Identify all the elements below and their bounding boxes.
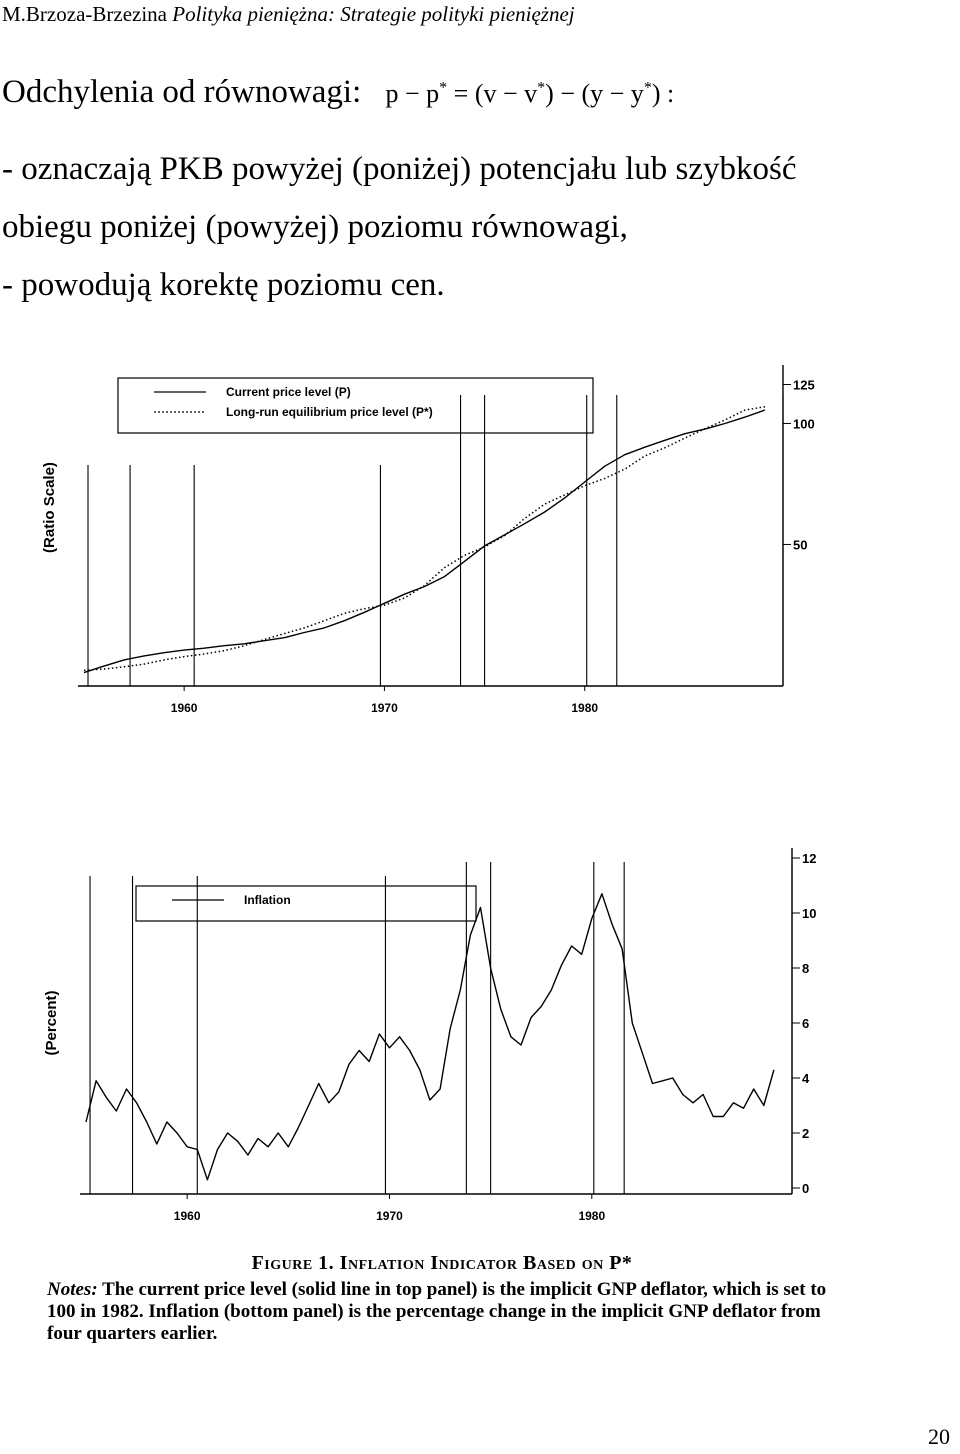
equation-formula [386, 79, 675, 108]
formula-star-2: * [537, 79, 546, 97]
y-axis-label: (Percent) [43, 990, 60, 1056]
equation-label: Odchylenia od równowagi: [2, 74, 362, 110]
y-tick-label: 8 [802, 961, 810, 976]
series-line-current [84, 410, 765, 673]
legend-label: Current price level (P) [226, 385, 351, 399]
page-header [2, 2, 575, 27]
x-tick-label: 1960 [173, 1209, 201, 1223]
notes-label: Notes: [47, 1279, 98, 1300]
body-text [2, 140, 796, 314]
legend-label: Long-run equilibrium price level (P*) [226, 405, 433, 419]
x-tick-label: 1980 [578, 1209, 606, 1223]
y-tick-label: 50 [793, 537, 808, 553]
figure-notes [47, 1279, 837, 1345]
y-tick-label: 12 [802, 851, 817, 866]
formula-part-4: ) : [651, 79, 675, 108]
inflation-chart [0, 840, 960, 1240]
y-tick-label: 6 [802, 1016, 810, 1031]
price-level-chart [0, 340, 960, 730]
y-axis-label: (Ratio Scale) [41, 462, 58, 553]
y-tick-label: 125 [793, 377, 815, 393]
formula-star-3: * [643, 79, 652, 97]
y-tick-label: 100 [793, 416, 815, 432]
body-line: - powodują korektę poziomu cen. [2, 267, 445, 303]
series-line-current [86, 894, 774, 1180]
formula-part-1: p − p [385, 79, 440, 108]
header-authors: M.Brzoza-Brzezina [2, 2, 173, 26]
legend-label: Inflation [244, 893, 291, 907]
series-line-equilibrium [84, 407, 765, 671]
x-tick-label: 1960 [170, 701, 198, 715]
x-tick-label: 1970 [371, 701, 398, 715]
legend-box [136, 886, 476, 921]
body-line: - oznaczają PKB powyżej (poniżej) potencjału lub szybkość [2, 151, 797, 187]
body-line: obiegu poniżej (powyżej) poziomu równowagi, [2, 209, 628, 245]
figure-title: Figure 1. Inflation Indicator Based on P* [251, 1252, 633, 1274]
equation-line [2, 74, 674, 111]
figure-caption [47, 1252, 837, 1345]
x-tick-label: 1970 [376, 1209, 403, 1223]
y-tick-label: 0 [802, 1181, 810, 1196]
y-tick-label: 2 [802, 1126, 810, 1141]
y-tick-label: 4 [802, 1071, 810, 1086]
formula-part-3: ) − (y − y [545, 79, 644, 108]
x-tick-label: 1980 [571, 701, 599, 715]
formula-part-2: = (v − v [447, 79, 538, 108]
page-number: 20 [928, 1424, 950, 1449]
notes-text: The current price level (solid line in top panel) is the implicit GNP deflator, which is set to 100 in 1982. Inflation (bottom panel) is the percentage change in the implicit GNP deflator from four quarters earlier. [47, 1279, 827, 1344]
formula-star-1: * [439, 79, 448, 97]
header-subtitle: Polityka pieniężna: Strategie polityki pieniężnej [172, 2, 575, 26]
y-tick-label: 10 [802, 906, 817, 921]
